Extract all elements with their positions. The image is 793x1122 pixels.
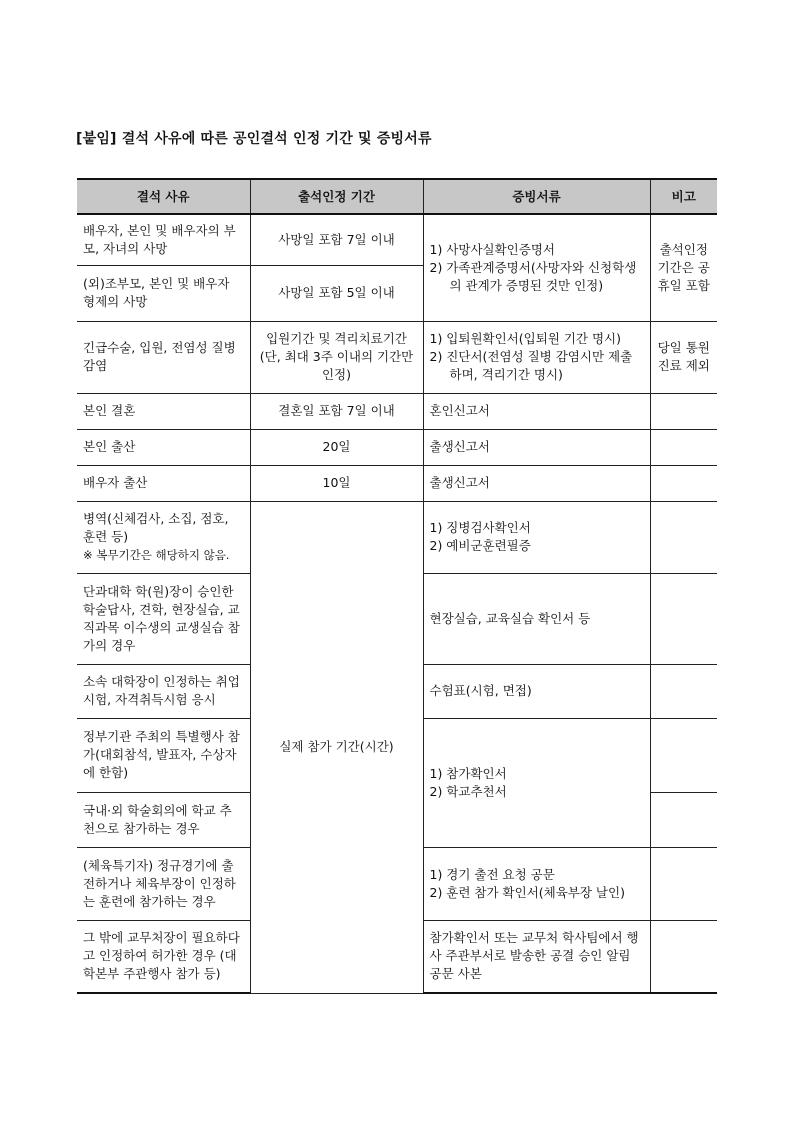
doc-item: 2) 진단서(전염성 질병 감염시만 제출하며, 격리기간 명시) [429, 349, 633, 382]
reason-cell: 소속 대학장이 인정하는 취업시험, 자격취득시험 응시 [77, 664, 250, 718]
remarks-cell [650, 393, 717, 429]
remarks-cell [650, 792, 717, 847]
reason-cell: 그 밖에 교무처장이 필요하다고 인정하여 허가한 경우 (대학본부 주관행사 참가 등) [77, 920, 250, 993]
reason-text: 병역(신체검사, 소집, 점호, 훈련 등) [83, 511, 229, 544]
table-row [77, 393, 717, 429]
period-cell: 10일 [250, 465, 423, 501]
docs-cell [423, 501, 650, 573]
header-period: 출석인정 기간 [250, 179, 423, 214]
reason-note: ※ 복무기간은 해당하지 않음. [83, 548, 230, 562]
table-row [77, 465, 717, 501]
period-cell: 입원기간 및 격리치료기간 (단, 최대 3주 이내의 기간만 인정) [250, 321, 423, 393]
docs-cell: 혼인신고서 [423, 393, 650, 429]
period-cell: 사망일 포함 5일 이내 [250, 265, 423, 321]
header-reason: 결석 사유 [77, 179, 250, 214]
remarks-cell [650, 429, 717, 465]
docs-cell [423, 214, 650, 321]
reason-cell: 본인 출산 [77, 429, 250, 465]
doc-item: 2) 학교추천서 [429, 783, 507, 799]
absence-table [77, 178, 717, 994]
remarks-cell [650, 718, 717, 792]
doc-item: 2) 가족관계증명서(사망자와 신청학생의 관계가 증명된 것만 인정) [429, 259, 637, 293]
period-cell: 사망일 포함 7일 이내 [250, 214, 423, 265]
reason-cell: 배우자 출산 [77, 465, 250, 501]
remarks-cell: 당일 통원 진료 제외 [650, 321, 717, 393]
doc-item: 2) 훈련 참가 확인서(체육부장 날인) [429, 884, 625, 900]
reason-cell: 국내·외 학술회의에 학교 추천으로 참가하는 경우 [77, 792, 250, 847]
period-cell: 결혼일 포함 7일 이내 [250, 393, 423, 429]
header-docs: 증빙서류 [423, 179, 650, 214]
docs-cell: 수험표(시험, 면접) [423, 664, 650, 718]
reason-cell [77, 501, 250, 573]
doc-item: 1) 사망사실확인증명서 [429, 241, 555, 257]
remarks-cell [650, 664, 717, 718]
period-cell: 20일 [250, 429, 423, 465]
reason-cell: 본인 결혼 [77, 393, 250, 429]
docs-cell [423, 847, 650, 920]
reason-cell: 정부기관 주최의 특별행사 참가(대회참석, 발표자, 수상자에 한함) [77, 718, 250, 792]
table-row [77, 429, 717, 465]
doc-item: 2) 예비군훈련필증 [429, 538, 531, 553]
table-row [77, 321, 717, 393]
docs-cell: 참가확인서 또는 교무처 학사팀에서 행사 주관부서로 발송한 공결 승인 알림 공문 사본 [423, 920, 650, 993]
remarks-cell [650, 501, 717, 573]
docs-cell: 출생신고서 [423, 465, 650, 501]
header-remarks: 비고 [650, 179, 717, 214]
docs-cell [423, 321, 650, 393]
doc-item: 1) 경기 출전 요청 공문 [429, 866, 555, 882]
reason-cell: 긴급수술, 입원, 전염성 질병 감염 [77, 321, 250, 393]
doc-item: 1) 징병검사확인서 [429, 520, 531, 535]
docs-cell: 출생신고서 [423, 429, 650, 465]
docs-cell [423, 718, 650, 847]
remarks-cell: 출석인정 기간은 공휴일 포함 [650, 214, 717, 321]
reason-cell: 단과대학 학(원)장이 승인한 학술답사, 견학, 현장실습, 교직과목 이수생의 교생실습 참가의 경우 [77, 573, 250, 664]
reason-cell: (체육특기자) 정규경기에 출전하거나 체육부장이 인정하는 훈련에 참가하는 경우 [77, 847, 250, 920]
period-cell: 실제 참가 기간(시간) [250, 501, 423, 993]
table-row [77, 501, 717, 573]
doc-item: 1) 참가확인서 [429, 765, 507, 781]
table-header-row [77, 179, 717, 214]
doc-item: 1) 입퇴원확인서(입퇴원 기간 명시) [429, 331, 621, 346]
reason-cell: (외)조부모, 본인 및 배우자 형제의 사망 [77, 265, 250, 321]
remarks-cell [650, 465, 717, 501]
table-row [77, 214, 717, 265]
remarks-cell [650, 920, 717, 993]
reason-cell: 배우자, 본인 및 배우자의 부모, 자녀의 사망 [77, 214, 250, 265]
remarks-cell [650, 573, 717, 664]
page-title: [붙임] 결석 사유에 따른 공인결석 인정 기간 및 증빙서류 [76, 131, 432, 147]
docs-cell: 현장실습, 교육실습 확인서 등 [423, 573, 650, 664]
remarks-cell [650, 847, 717, 920]
